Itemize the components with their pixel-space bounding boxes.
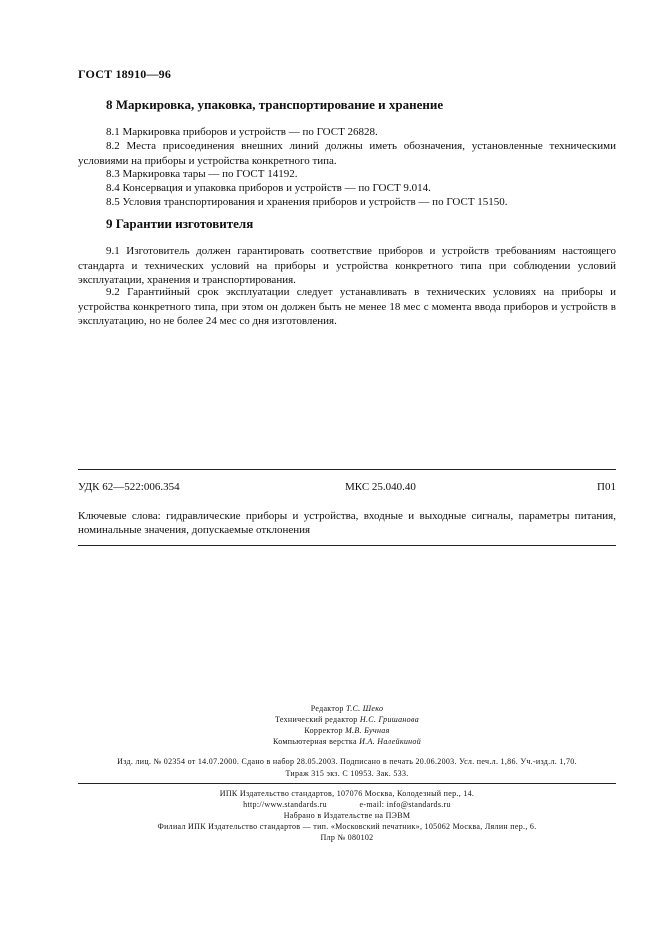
imprint-typeset: Набрано в Издательстве на ПЭВМ	[283, 811, 411, 820]
imprint-tech-editor: Технический редактор Н.С. Гришанова	[275, 715, 419, 724]
imprint-branch: Филиал ИПК Издательство стандартов — тип. «Московский печатник», 105062 Москва, Лялин пер., 6.	[157, 822, 537, 831]
section-9-heading: 9 Гарантии изготовителя	[106, 216, 254, 231]
section-8-item-5: 8.5 Условия транспортирования и хранения приборов и устройств — по ГОСТ 15150.	[106, 196, 508, 208]
document-id: ГОСТ 18910—96	[78, 67, 172, 81]
section-8-item-1: 8.1 Маркировка приборов и устройств — по ГОСТ 26828.	[106, 126, 378, 138]
imprint-layout: Компьютерная верстка И.А. Налейкиной	[272, 737, 422, 746]
udk-code: УДК 62—522:006.354	[78, 481, 180, 493]
tech-editor-name: Н.С. Гришанова	[359, 715, 419, 724]
email-link[interactable]: e-mail: info@standards.ru	[359, 800, 451, 809]
imprint-corrector: Корректор М.В. Бучная	[304, 726, 390, 735]
section-8-item-4: 8.4 Консервация и упаковка приборов и устройств — по ГОСТ 9.014.	[106, 182, 431, 194]
imprint-license-line: Изд. лиц. № 02354 от 14.07.2000. Сдано в набор 28.05.2003. Подписано в печать 20.06.2003. Усл. печ.л. 1,86. Уч.-изд.л. 1,70.	[117, 757, 577, 766]
imprint-editor: Редактор Т.С. Шеко	[310, 704, 384, 713]
section-9-item-2: 9.2 Гарантийный срок эксплуатации следует устанавливать в технических условиях на приборы и устройства конкретного типа, при этом он должен быть не менее 18 мес с момента ввода приборов и устройств в эксплуатацию, но не более 24 мес со дня изготовления.	[78, 286, 616, 327]
bottom-divider	[78, 545, 616, 546]
corrector-name: М.В. Бучная	[345, 726, 390, 735]
imprint-contacts	[78, 799, 616, 811]
imprint-divider	[78, 783, 616, 784]
website-link[interactable]: http://www.standards.ru	[243, 800, 327, 809]
okp-code: П01	[597, 481, 616, 493]
editor-name: Т.С. Шеко	[345, 704, 384, 713]
imprint-print-run: Тираж 315 экз. С 10953. Зак. 533.	[285, 769, 409, 778]
top-divider	[78, 469, 616, 470]
section-8-heading: 8 Маркировка, упаковка, транспортирование и хранение	[106, 97, 444, 112]
section-8-item-2: 8.2 Места присоединения внешних линий должны иметь обозначения, установленные техническими условиями на приборы и устройства конкретного типа.	[78, 140, 616, 167]
keywords: Ключевые слова: гидравлические приборы и устройства, входные и выходные сигналы, параметры питания, номинальные значения, допускаемые отклонения	[78, 510, 616, 536]
imprint-publisher: ИПК Издательство стандартов, 107076 Москва, Колодезный пер., 14.	[219, 789, 475, 798]
layout-name: И.А. Налейкиной	[359, 737, 422, 746]
section-9-item-1: 9.1 Изготовитель должен гарантировать соответствие приборов и устройств требованиям настоящего стандарта и технических условий на приборы и устройства конкретного типа при соблюдении условий эксплуатации, хранения и транспортирования.	[78, 245, 616, 286]
imprint-plr: Плр № 080102	[320, 833, 374, 842]
section-8-item-3: 8.3 Маркировка тары — по ГОСТ 14192.	[106, 168, 298, 180]
mks-code: МКС 25.040.40	[345, 481, 416, 493]
